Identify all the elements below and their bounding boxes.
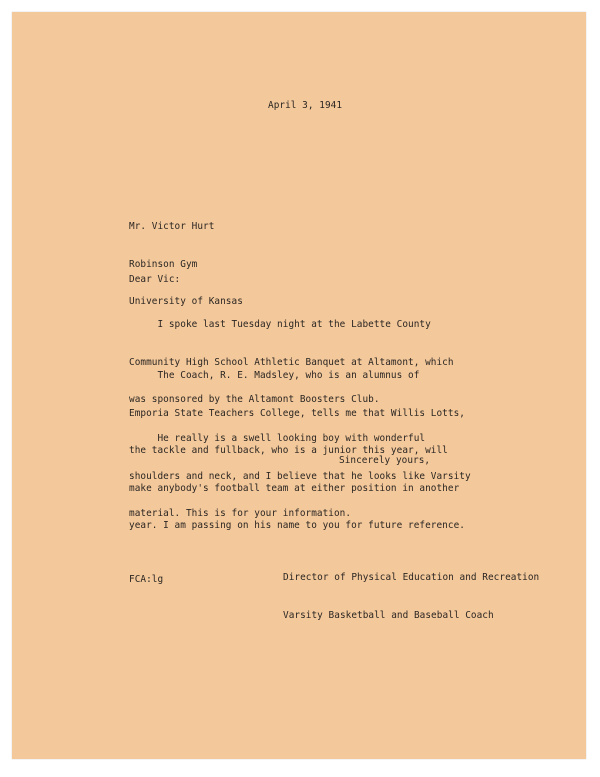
salutation: Dear Vic:	[129, 274, 181, 285]
paragraph-line: shoulders and neck, and I believe that he looks like Varsity	[129, 470, 471, 482]
paragraph-line: make anybody's football team at either position in another	[129, 482, 460, 494]
signature-title-line: Varsity Basketball and Baseball Coach	[283, 609, 494, 621]
paragraph-line: the tackle and fullback, who is a junior this year, will	[129, 445, 448, 456]
paragraph-line: I spoke last Tuesday night at the Labette County	[129, 319, 431, 330]
typist-initials: FCA:lg	[129, 574, 164, 585]
letter-page	[12, 12, 586, 759]
paragraph-line: Emporia State Teachers College, tells me that Willis Lotts,	[129, 407, 465, 419]
paragraph-line: year. I am passing on his name to you for future reference.	[129, 520, 465, 531]
paragraph-line: Community High School Athletic Banquet at Altamont, which	[129, 356, 454, 368]
paragraph-line: material. This is for your information.	[129, 508, 352, 519]
paragraph-line: The Coach, R. E. Madsley, who is an alumnus of	[129, 370, 420, 381]
letter-date: April 3, 1941	[268, 100, 343, 111]
paragraph-line: He really is a swell looking boy with wonderful	[129, 433, 426, 444]
signature-title	[283, 547, 539, 647]
paragraph-line: was sponsored by the Altamont Boosters Club.	[129, 394, 380, 405]
recipient-institution: University of Kansas	[129, 296, 243, 307]
paragraph-3	[129, 408, 471, 546]
closing: Sincerely yours,	[339, 455, 431, 466]
recipient-name: Mr. Victor Hurt	[129, 221, 215, 232]
recipient-building: Robinson Gym	[129, 258, 198, 270]
signature-title-line: Director of Physical Education and Recreation	[283, 572, 540, 583]
